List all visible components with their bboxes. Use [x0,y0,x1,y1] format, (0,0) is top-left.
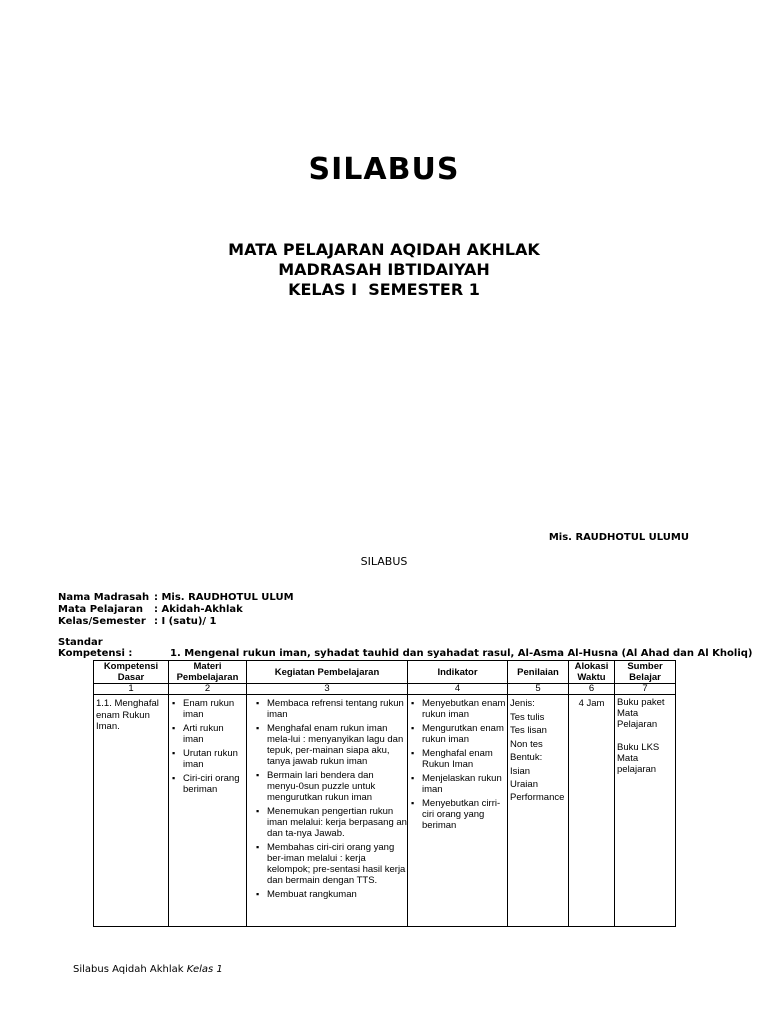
penilaian-cell [508,695,569,927]
list-item: ▪ Arti rukun iman [183,723,246,745]
standar-value: 1. Mengenal rukun iman, syhadat tauhid dan syahadat rasul, Al-Asma Al-Husna (Al Ahad dan Al Kholiq) [170,648,753,659]
indikator-list [408,698,507,831]
syllabus-table [93,660,676,927]
list-item: ▪ Mengurutkan enam rukun iman [422,723,507,745]
list-item: ▪ Ciri-ciri orang beriman [183,773,246,795]
list-item: ▪ Menemukan pengertian rukun iman melalui: kerja berpasang an dan ta-nya Jawab. [267,806,407,839]
column-number: 6 [569,684,615,695]
kegiatan-list [247,698,407,900]
info-value: : Akidah-Akhlak [154,604,243,615]
list-item: ▪ Urutan rukun iman [183,748,246,770]
document-title: SILABUS [308,152,460,187]
list-item: Jenis: [510,698,535,709]
list-item: ▪ Bermain lari bendera dan menyu-0sun puzzle untuk mengurutkan rukun iman [267,770,407,803]
column-number: 4 [408,684,508,695]
materi-cell [169,695,247,927]
sumber-list [615,695,675,777]
list-item: ▪ Menghafal enam rukun iman mela-lui : menyanyikan lagu dan tepuk, per-mainan siapa aku, tanya jawab rukun iman [267,723,407,767]
info-row-mapel [58,604,243,615]
sumber-cell [615,695,676,927]
list-item: ▪ Menghafal enam Rukun Iman [422,748,507,770]
column-number: 5 [508,684,569,695]
list-item: Buku paket Mata Pelajaran [617,697,665,730]
list-item: ▪ Menyebutkan enam rukun iman [422,698,507,720]
penilaian-list [508,695,568,805]
kd-text: 1.1. Menghafal enam Rukun Iman. [96,698,159,732]
section-title: SILABUS [360,555,408,568]
info-label: Mata Pelajaran [58,604,143,615]
list-item: ▪ Menjelaskan rukun iman [422,773,507,795]
column-number: 3 [247,684,408,695]
header-sumber: Sumber Belajar [615,661,676,684]
subtitle-school: MADRASAH IBTIDAIYAH [278,260,490,279]
standar-label: Standar Kompetensi : [58,637,133,659]
kd-cell [94,695,169,927]
info-value: : Mis. RAUDHOTUL ULUM [154,592,294,603]
column-number-row [94,684,676,695]
list-item: ▪ Membaca refrensi tentang rukun iman [267,698,407,720]
standar-kompetensi [58,637,753,659]
table-header-row [94,661,676,684]
list-item: Isian [510,765,531,777]
list-item: ▪ Enam rukun iman [183,698,246,720]
list-item: Uraian [510,779,538,790]
author-name: Mis. RAUDHOTUL ULUMU [548,532,689,543]
info-label: Nama Madrasah [58,592,150,603]
list-item: Buku LKS Mata pelajaran [617,742,660,775]
header-kompetensi: Kompetensi Dasar [94,661,169,684]
column-number: 2 [169,684,247,695]
alokasi-cell [569,695,615,927]
footer-class: Kelas 1 [186,964,223,975]
header-kegiatan: Kegiatan Pembelajaran [247,661,408,684]
table-row [94,695,676,927]
list-item: Tes lisan [510,725,547,736]
header-penilaian: Penilaian [508,661,569,684]
list-item: ▪ Membuat rangkuman [267,889,407,900]
materi-list [169,698,246,795]
footer-text: Silabus Aqidah Akhlak [73,964,187,975]
list-item: Bentuk: [510,752,543,763]
header-alokasi: Alokasi Waktu [569,661,615,684]
list-item: ▪ Menyebutkan cirri-ciri orang yang beriman [422,798,507,831]
list-item: Performance [510,791,565,803]
info-value: : I (satu)/ 1 [154,616,217,627]
indikator-cell [408,695,508,927]
list-item: Non tes [510,738,543,750]
header-materi: Materi Pembelajaran [169,661,247,684]
info-row-kelas [58,616,217,627]
info-label: Kelas/Semester [58,616,146,627]
list-item: Tes tulis [510,711,545,723]
column-number: 1 [94,684,169,695]
kegiatan-cell [247,695,408,927]
alokasi-text: 4 Jam [578,698,605,709]
info-row-madrasah [58,592,294,603]
header-indikator: Indikator [408,661,508,684]
column-number: 7 [615,684,676,695]
subtitle-subject: MATA PELAJARAN AQIDAH AKHLAK [228,240,540,259]
list-item: ▪ Membahas ciri-ciri orang yang ber-iman melalui : kerja kelompok; pre-sentasi hasil kerja dan bermain dengan TTS. [267,842,407,886]
page-footer [73,964,223,975]
subtitle-class: KELAS I SEMESTER 1 [288,280,480,299]
